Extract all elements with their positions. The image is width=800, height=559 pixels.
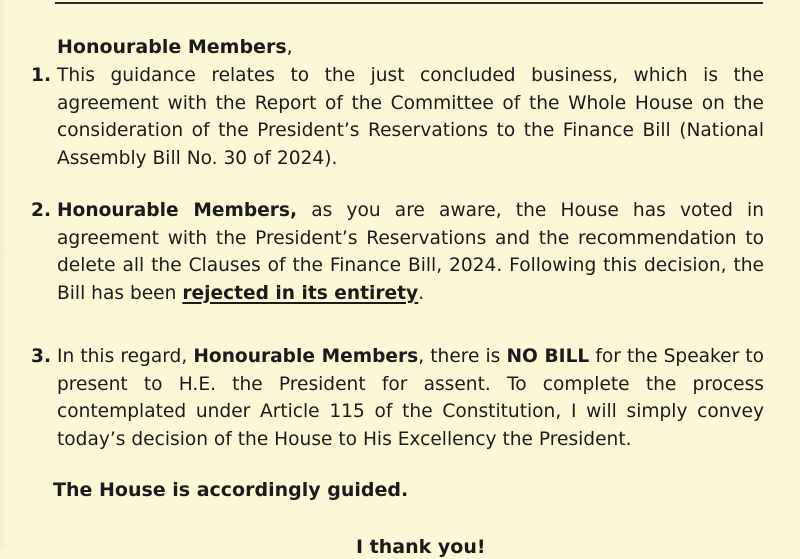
paragraph-lead-bold: Honourable Members, (57, 200, 298, 221)
paragraph-2 (31, 197, 764, 307)
top-rule-mark (562, 0, 570, 4)
paragraph-text: This guidance relates to the just concluded business, which is the agreement with the Report of the Committee of the Whole House on the consideration of the President’s Reservations to the Finance Bill (National Assembly Bill No. 30 of 2024). (57, 65, 764, 169)
paragraph-bold-a: Honourable Members (193, 346, 419, 367)
salutation-text: Honourable Members (57, 36, 287, 58)
paragraph-1 (31, 62, 764, 172)
paragraph-end: . (418, 282, 425, 304)
paragraph-number: 3. (31, 346, 52, 367)
salutation (57, 35, 293, 59)
paragraph-emphasis: rejected in its entirety (182, 282, 419, 304)
closing-guidance: The House is accordingly guided. (53, 479, 409, 501)
paragraph-number: 1. (31, 65, 52, 86)
paragraph-body-a: In this regard, (57, 346, 194, 367)
top-rule-line (55, 2, 763, 4)
paragraph-text (57, 197, 764, 307)
paragraph-3 (31, 343, 764, 453)
paragraph-body-b: , there is (418, 346, 507, 367)
closing-thanks: I thank you! (356, 536, 486, 558)
page-shadow-edge (0, 0, 8, 550)
paragraph-text (57, 343, 764, 453)
salutation-comma: , (286, 36, 293, 58)
paragraph-body: as you are aware, the House has voted in agreement with the President’s Reservations and the recommendation to delete all the Clauses of the Finance Bill, 2024. Following this decision, the Bill has been (57, 200, 764, 304)
paragraph-body-c: for the Speaker to present to H.E. the President for assent. To complete the process contemplated under Article 115 of the Constitution, I will simply convey today’s decision of the House to His Excellency the President. (57, 346, 764, 450)
paragraph-number: 2. (31, 200, 52, 221)
paragraph-bold-b: NO BILL (506, 346, 590, 367)
